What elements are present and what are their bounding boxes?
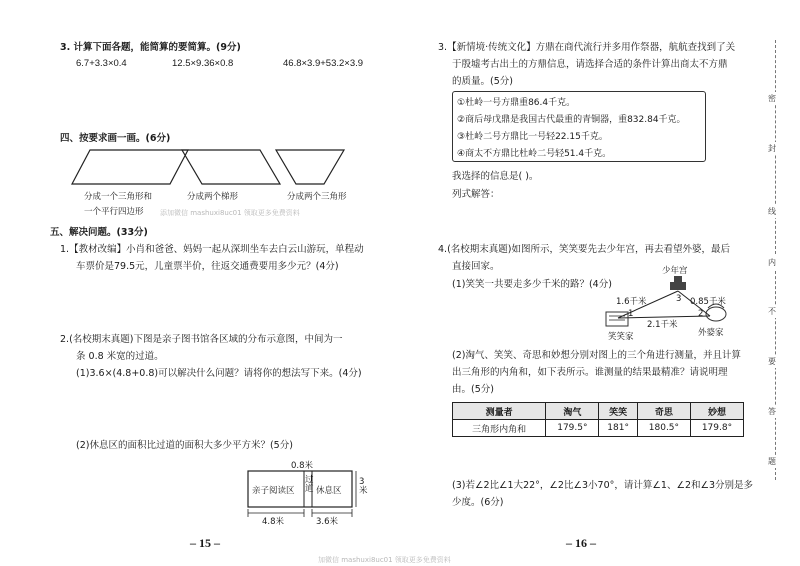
row-label: 三角形内角和 bbox=[453, 420, 546, 437]
table-header: 淘气 bbox=[546, 403, 599, 420]
expression-3: 46.8×3.9+53.2×3.9 bbox=[283, 58, 364, 69]
right-q3-line1: 3.【新情境·传统文化】方鼎在商代流行并多用作祭器，航航查找到了关 bbox=[438, 42, 736, 53]
right-q4-sub1: (1)笑笑一共要走多少千米的路？(4分) bbox=[452, 279, 612, 290]
label-grandma: 外婆家 bbox=[698, 328, 724, 338]
right-q4-sub3b: 少度。(6分) bbox=[452, 497, 504, 508]
expression-2: 12.5×9.36×0.8 bbox=[172, 58, 234, 69]
caption-1a: 分成一个三角形和 bbox=[84, 192, 153, 202]
section4-title: 四、按要求画一画。(6分) bbox=[60, 133, 171, 144]
dist-home-palace: 1.6千米 bbox=[616, 297, 647, 307]
table-cell: 181° bbox=[599, 420, 637, 437]
dist-grandma-home: 2.1千米 bbox=[647, 320, 678, 330]
problem2-sub1: (1)3.6×(4.8+0.8)可以解决什么问题？请将你的想法写下来。(4分) bbox=[76, 368, 362, 379]
binding-char: 密 bbox=[768, 94, 776, 103]
problem2-sub2: (2)休息区的面积比过道的面积大多少平方米？(5分) bbox=[76, 440, 293, 451]
label-palace: 少年宫 bbox=[662, 266, 688, 276]
caption-2: 分成两个梯形 bbox=[187, 192, 239, 202]
binding-char: 封 bbox=[768, 144, 776, 153]
binding-char: 要 bbox=[768, 357, 776, 366]
measurement-table bbox=[452, 402, 744, 437]
binding-char: 内 bbox=[768, 258, 776, 267]
caption-3: 分成两个三角形 bbox=[287, 192, 347, 202]
dim-reading-width: 4.8米 bbox=[262, 517, 285, 527]
table-header: 笑笑 bbox=[599, 403, 637, 420]
table-cell: 179.5° bbox=[546, 420, 599, 437]
footer-watermark: 加微信 mashuxi8uc01 领取更多免费资料 bbox=[318, 556, 451, 564]
solve-label: 列式解答： bbox=[452, 189, 500, 200]
angle-2-label: 2 bbox=[698, 309, 704, 319]
watermark: 添加微信 mashuxi8uc01 领取更多免费资料 bbox=[160, 209, 300, 217]
right-q4-sub2a: (2)淘气、笑笑、奇思和妙想分别对图上的三个角进行测量，并且计算 bbox=[452, 350, 741, 361]
section5-title: 五、解决问题。(33分) bbox=[50, 227, 148, 238]
dim-height: 3米 bbox=[359, 477, 368, 496]
page-number-right: – 16 – bbox=[566, 536, 596, 550]
table-header: 妙想 bbox=[690, 403, 743, 420]
dim-rest-width: 3.6米 bbox=[316, 517, 339, 527]
home-icon bbox=[606, 312, 628, 326]
right-q3-line3: 的质量。(5分) bbox=[452, 76, 513, 87]
table-header-row bbox=[453, 403, 744, 420]
angle-1-label: 1 bbox=[628, 309, 634, 319]
info-box bbox=[452, 91, 706, 162]
problem2-line1: 2.(名校期末真题)下图是亲子图书馆各区域的分布示意图，中间为一 bbox=[60, 334, 343, 345]
binding-char: 题 bbox=[768, 457, 776, 466]
label-reading-area: 亲子阅读区 bbox=[252, 486, 295, 496]
trapezoid-shape bbox=[276, 150, 344, 184]
info-item-1: ①杜岭一号方鼎重86.4千克。 bbox=[457, 98, 576, 108]
right-q4-line1: 4.(名校期末真题)如图所示，笑笑要先去少年宫，再去看望外婆，最后 bbox=[438, 244, 730, 255]
problem1-line2: 车票价是79.5元，儿童票半价，往返交通费要用多少元？(4分) bbox=[76, 261, 339, 272]
expression-1: 6.7+3.3×0.4 bbox=[76, 58, 127, 69]
problem2-line2: 条 0.8 米宽的过道。 bbox=[76, 351, 164, 362]
q3-title: 3. 计算下面各题，能简算的要简算。(9分) bbox=[60, 42, 241, 53]
table-cell: 179.8° bbox=[690, 420, 743, 437]
binding-char: 答 bbox=[768, 407, 776, 416]
right-q4-sub2b: 出三角形的内角和，如下表所示。谁测量的结果最精准？请说明理 bbox=[452, 367, 728, 378]
choose-info-line: 我选择的信息是( )。 bbox=[452, 171, 539, 182]
right-q4-line2: 直接回家。 bbox=[452, 261, 500, 272]
right-q3-line2: 于殷墟考古出土的方鼎信息，请选择合适的条件计算出商太不方鼎 bbox=[452, 59, 728, 70]
binding-char: 线 bbox=[768, 207, 776, 216]
dist-palace-grandma: 0.85千米 bbox=[690, 297, 726, 307]
right-q4-sub3a: (3)若∠2比∠1大22°，∠2比∠3小70°，请计算∠1、∠2和∠3分别是多 bbox=[452, 480, 754, 491]
table-cell: 180.5° bbox=[637, 420, 690, 437]
label-aisle: 过道 bbox=[305, 475, 314, 494]
caption-1b: 一个平行四边形 bbox=[84, 207, 144, 217]
table-header: 奇思 bbox=[637, 403, 690, 420]
parallelogram-shape bbox=[72, 150, 188, 184]
page-number-left: – 15 – bbox=[190, 536, 220, 550]
label-rest-area: 休息区 bbox=[316, 486, 342, 496]
label-home: 笑笑家 bbox=[608, 332, 634, 342]
info-item-4: ④商太不方鼎比杜岭二号轻51.4千克。 bbox=[457, 149, 612, 159]
binding-char: 不 bbox=[768, 307, 776, 316]
problem1-line1: 1.【教材改编】小肖和爸爸、妈妈一起从深圳坐车去白云山游玩，单程动 bbox=[60, 244, 364, 255]
dim-aisle-width: 0.8米 bbox=[291, 461, 314, 471]
palace-icon bbox=[670, 276, 686, 290]
table-row bbox=[453, 420, 744, 437]
table-header: 测量者 bbox=[453, 403, 546, 420]
shapes-figure bbox=[70, 146, 350, 188]
info-item-3: ③杜岭二号方鼎比一号轻22.15千克。 bbox=[457, 132, 608, 142]
right-q4-sub2c: 由。(5分) bbox=[452, 384, 494, 395]
parallelogram-shape-2 bbox=[182, 150, 280, 184]
angle-3-label: 3 bbox=[676, 294, 682, 304]
info-item-2: ②商后母戊鼎是我国古代最重的青铜器，重832.84千克。 bbox=[457, 115, 686, 125]
